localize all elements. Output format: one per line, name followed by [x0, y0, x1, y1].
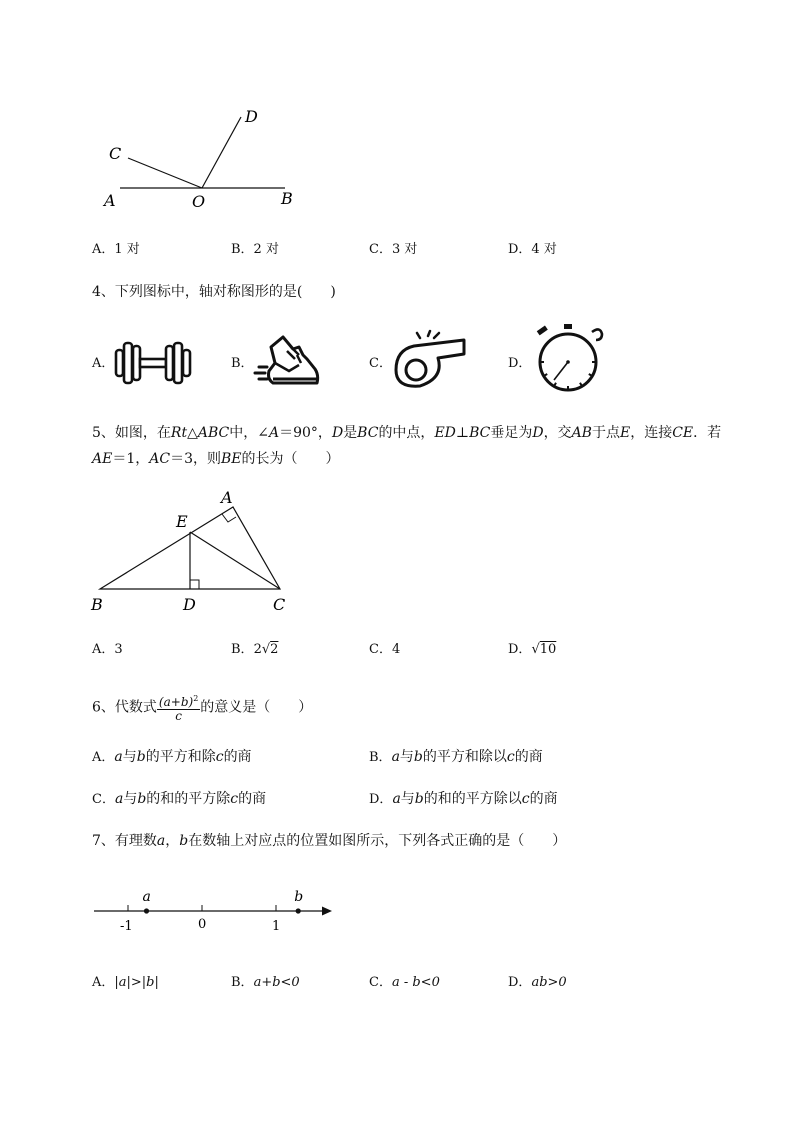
dumbbell-icon [113, 338, 193, 388]
point-b [296, 908, 301, 913]
label-b: B [281, 189, 293, 208]
point-a [144, 908, 149, 913]
q3-option-b[interactable]: B．2 对 [231, 242, 279, 257]
q7-option-d[interactable]: D．ab>0 [508, 975, 567, 990]
q7-option-b[interactable]: B．a+b<0 [231, 975, 300, 990]
q5-option-d[interactable]: D．√10 [508, 642, 557, 657]
label-a: A [104, 191, 116, 210]
q5-option-a[interactable]: A．3 [92, 642, 123, 657]
q6-stem: 6、代数式 $\frac{(a+b)^2}{c}$ 的意义是（ ） [92, 694, 313, 723]
q6-option-d[interactable]: D．a与b的和的平方除以c的商 [369, 791, 558, 807]
tri-label-b: B [91, 595, 103, 614]
label-d: D [245, 107, 258, 126]
tri-label-d: D [183, 595, 196, 614]
q3-option-d[interactable]: D．4 对 [508, 242, 557, 257]
label-o: O [192, 192, 206, 211]
point-a-label: a [142, 889, 151, 905]
stopwatch-tick [545, 374, 548, 376]
q3-option-c[interactable]: C．3 对 [369, 242, 418, 257]
tri-label-e: E [176, 512, 188, 531]
q7-option-c[interactable]: C．a - b<0 [369, 975, 440, 990]
q6-option-c[interactable]: C．a与b的和的平方除c的商 [92, 791, 267, 807]
q6-fraction: $\frac{(a+b)^2}{c}$ [158, 694, 199, 723]
tri-label-c: C [273, 595, 286, 614]
q4-option-c-letter[interactable]: C． [369, 356, 392, 371]
q5-option-b[interactable]: B．2√2 [231, 642, 279, 657]
q7-stem: 7、有理数a，b在数轴上对应点的位置如图所示，下列各式正确的是（ ） [92, 833, 567, 849]
q6-option-a[interactable]: A．a与b的平方和除c的商 [92, 749, 252, 765]
q4-stem: 4、下列图标中，轴对称图形的是( ) [92, 284, 336, 300]
q4-option-a-letter[interactable]: A． [92, 356, 115, 371]
q4-option-d-letter[interactable]: D． [508, 356, 532, 371]
stopwatch-tick [580, 383, 582, 386]
stopwatch-tick [555, 383, 557, 386]
running-shoe-icon [253, 333, 321, 393]
tick-label-1: 1 [272, 919, 281, 934]
q4-option-b-letter[interactable]: B． [231, 356, 254, 371]
q5-stem-line2: AE＝1，AC＝3，则BE的长为（ ） [92, 451, 340, 467]
q5-option-c[interactable]: C．4 [369, 642, 401, 657]
stopwatch-icon [528, 320, 610, 392]
q7-option-a[interactable]: A．|a|>|b| [92, 975, 159, 990]
point-b-label: b [294, 889, 304, 905]
tri-label-a: A [221, 488, 233, 507]
q3-option-a[interactable]: A．1 对 [92, 242, 140, 257]
tick-label-minus-1: -1 [120, 919, 133, 934]
q5-stem-line1: 5、如图，在Rt△ABC中，∠A＝90°，D是BC的中点，ED⊥BC垂足为D，交AB于点E，连接CE．若 [92, 425, 722, 441]
q6-option-b[interactable]: B．a与b的平方和除以c的商 [369, 749, 543, 765]
whistle-icon [390, 330, 470, 390]
tick-label-0: 0 [198, 917, 207, 932]
stopwatch-tick [589, 374, 592, 376]
label-c: C [109, 144, 122, 163]
